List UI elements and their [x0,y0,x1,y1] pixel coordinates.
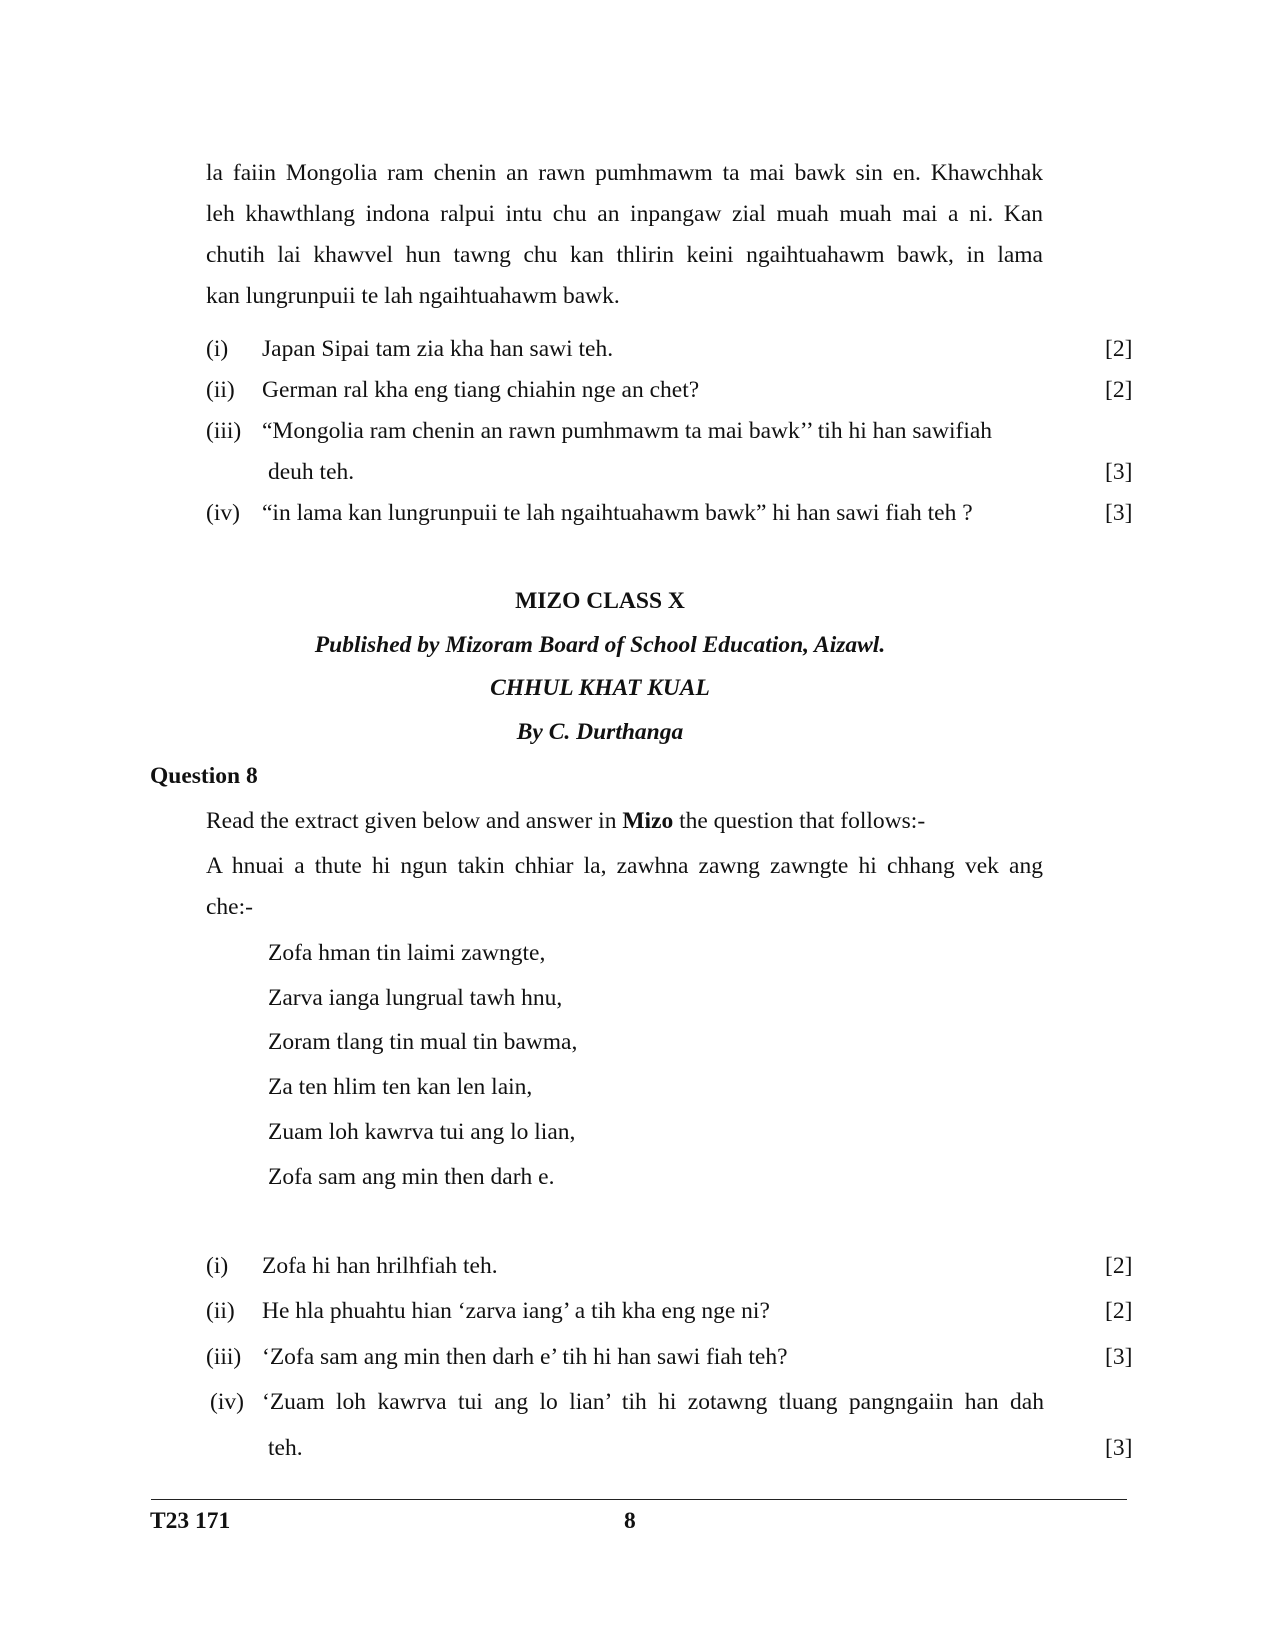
question-marks: [3] [1105,459,1133,485]
question-number: (ii) [206,377,235,403]
passage-line: la faiin Mongolia ram chenin an rawn pumhmawm ta mai bawk sin en. Khawchhak [206,160,1043,186]
question-text: German ral kha eng tiang chiahin nge an chet? [262,377,700,403]
chapter-title: CHHUL KHAT KUAL [490,675,710,701]
question-marks: [2] [1105,1298,1133,1324]
question-marks: [2] [1105,377,1133,403]
question-number: (iii) [206,1344,242,1370]
question-text: Japan Sipai tam zia kha han sawi teh. [262,336,614,362]
poem-line: Zofa hman tin laimi zawngte, [268,940,546,966]
question-text-continued: teh. [268,1435,303,1461]
passage-line: kan lungrunpuii te lah ngaihtuahawm bawk. [206,283,620,309]
question-number: (i) [206,336,229,362]
poem-line: Zarva ianga lungrual tawh hnu, [268,985,563,1011]
question-text: “in lama kan lungrunpuii te lah ngaihtuahawm bawk” hi han sawi fiah teh ? [262,500,973,526]
instruction-text: the question that follows:- [673,808,926,834]
poem-line: Zofa sam ang min then darh e. [268,1164,555,1190]
question-marks: [3] [1105,1344,1133,1370]
poem-line: Zoram tlang tin mual tin bawma, [268,1029,578,1055]
instruction [206,810,925,834]
intro-line: che:- [206,894,253,920]
question-text: ‘Zofa sam ang min then darh e’ tih hi han sawi fiah teh? [262,1344,788,1370]
question-number: (iii) [206,418,242,444]
question-number: (iv) [206,500,240,526]
question-marks: [2] [1105,336,1133,362]
question-text: ‘Zuam loh kawrva tui ang lo lian’ tih hi zotawng tluang pangngaiin han dah [262,1389,1044,1415]
footer-divider [151,1499,1127,1500]
instruction-language: Mizo [622,808,674,834]
question-number: (iv) [210,1389,244,1415]
question-marks: [3] [1105,500,1133,526]
section-title: MIZO CLASS X [515,588,685,614]
question-text: “Mongolia ram chenin an rawn pumhmawm ta mai bawk’’ tih hi han sawifiah [262,418,993,444]
passage-line: chutih lai khawvel hun tawng chu kan thlirin keini ngaihtuahawm bawk, in lama [206,242,1043,268]
paper-code: T23 171 [150,1508,231,1534]
poem-line: Za ten hlim ten kan len lain, [268,1074,533,1100]
passage-line: leh khawthlang indona ralpui intu chu an inpangaw zial muah muah mai a ni. Kan [206,201,1043,227]
question-marks: [2] [1105,1253,1133,1279]
page-number: 8 [624,1508,636,1534]
question-text-continued: deuh teh. [268,459,355,485]
publisher-line: Published by Mizoram Board of School Education, Aizawl. [314,632,886,658]
question-marks: [3] [1105,1435,1133,1461]
question-text: Zofa hi han hrilhfiah teh. [262,1253,498,1279]
author-line: By C. Durthanga [516,719,684,745]
instruction-text: Read the extract given below and answer in [206,808,623,834]
question-text: He hla phuahtu hian ‘zarva iang’ a tih kha eng nge ni? [262,1298,770,1324]
intro-line: A hnuai a thute hi ngun takin chhiar la, zawhna zawng zawngte hi chhang vek ang [206,853,1043,879]
question-number: (ii) [206,1298,235,1324]
question-heading: Question 8 [150,763,258,789]
poem-line: Zuam loh kawrva tui ang lo lian, [268,1119,576,1145]
question-number: (i) [206,1253,229,1279]
